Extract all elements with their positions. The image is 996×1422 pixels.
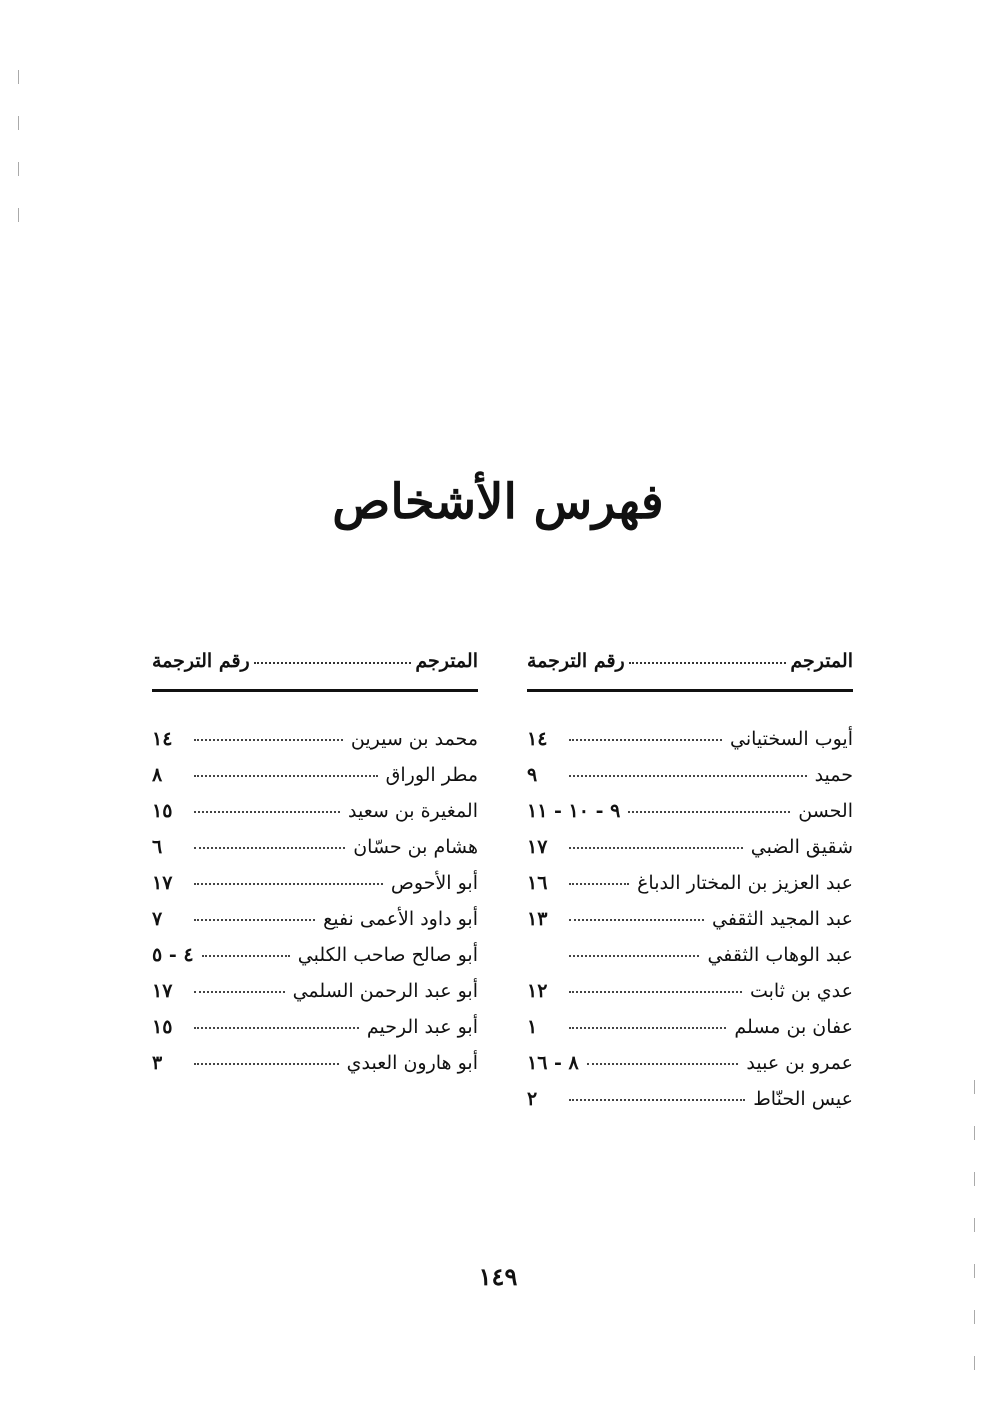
entry-number: ٨ - ١٦ bbox=[527, 1052, 579, 1074]
header-name-label: المترجم bbox=[415, 650, 478, 672]
entry-name: المغيرة بن سعيد bbox=[347, 800, 478, 822]
index-entry bbox=[152, 764, 478, 800]
entry-name: أبو صالح صاحب الكلبي bbox=[297, 944, 478, 966]
index-entry bbox=[152, 1016, 478, 1052]
entry-name: عبد المجيد الثقفي bbox=[711, 908, 853, 930]
entry-number: ١٤ bbox=[527, 728, 548, 750]
entry-number: ١٧ bbox=[152, 980, 173, 1002]
index-entry bbox=[152, 1052, 478, 1088]
entry-name: عفان بن مسلم bbox=[734, 1016, 853, 1038]
index-entry bbox=[152, 800, 478, 836]
entry-number: ١٢ bbox=[527, 980, 548, 1002]
entry-number: ١٣ bbox=[527, 908, 548, 930]
entry-name: محمد بن سيرين bbox=[350, 728, 478, 750]
index-entry bbox=[527, 944, 853, 980]
dotted-leader bbox=[628, 811, 790, 813]
dotted-leader bbox=[194, 1063, 339, 1065]
entry-name: أبو هارون العبدي bbox=[346, 1052, 478, 1074]
dotted-leader bbox=[587, 1063, 739, 1065]
dotted-leader bbox=[194, 847, 345, 849]
entry-number: ١٤ bbox=[152, 728, 173, 750]
entry-number: ١ bbox=[527, 1016, 538, 1038]
scan-margin-marks-left bbox=[18, 70, 20, 254]
dotted-leader bbox=[194, 811, 340, 813]
entry-number: ٦ bbox=[152, 836, 163, 858]
dotted-leader bbox=[194, 1027, 359, 1029]
index-entry bbox=[152, 908, 478, 944]
entry-number: ١٧ bbox=[152, 872, 173, 894]
entry-number: ٧ bbox=[152, 908, 163, 930]
dotted-leader bbox=[194, 919, 315, 921]
index-entry bbox=[527, 1016, 853, 1052]
dotted-leader bbox=[194, 775, 378, 777]
dotted-leader bbox=[569, 1099, 745, 1101]
entry-name: أيوب السختياني bbox=[730, 728, 853, 750]
entry-name: أبو الأحوص bbox=[390, 872, 478, 894]
dotted-leader bbox=[569, 955, 699, 957]
header-name-label: المترجم bbox=[790, 650, 853, 672]
index-entry bbox=[527, 836, 853, 872]
index-entry bbox=[152, 980, 478, 1016]
entry-number: ١٥ bbox=[152, 800, 173, 822]
index-entry bbox=[527, 1052, 853, 1088]
index-entry bbox=[152, 944, 478, 980]
entry-name: عبد العزيز بن المختار الدباغ bbox=[637, 872, 853, 894]
dotted-leader bbox=[569, 847, 743, 849]
entry-name: عيس الحنّاط bbox=[753, 1088, 853, 1110]
index-entry bbox=[152, 872, 478, 908]
entry-name: شقيق الضبي bbox=[750, 836, 853, 858]
dotted-leader bbox=[569, 775, 807, 777]
entry-number: ١٦ bbox=[527, 872, 548, 894]
dotted-leader bbox=[202, 955, 290, 957]
entry-name: أبو داود الأعمى نفيع bbox=[323, 908, 478, 930]
page-number: ١٤٩ bbox=[478, 1262, 518, 1291]
header-number-label: رقم الترجمة bbox=[152, 650, 250, 672]
index-column-right bbox=[527, 650, 853, 1124]
entry-name: عمرو بن عبيد bbox=[746, 1052, 853, 1074]
column-header bbox=[527, 650, 853, 692]
index-entry bbox=[527, 872, 853, 908]
entry-name: حميد bbox=[814, 764, 853, 786]
entry-list bbox=[152, 728, 478, 1088]
entry-list bbox=[527, 728, 853, 1124]
index-entry bbox=[527, 800, 853, 836]
entry-number: ٤ - ٥ bbox=[152, 944, 194, 966]
column-header bbox=[152, 650, 478, 692]
index-column-left bbox=[152, 650, 478, 1088]
entry-name: عدي بن ثابت bbox=[749, 980, 853, 1002]
entry-name: الحسن bbox=[798, 800, 853, 822]
dotted-leader bbox=[569, 919, 704, 921]
index-entry bbox=[527, 728, 853, 764]
index-entry bbox=[152, 728, 478, 764]
entry-number: ٣ bbox=[152, 1052, 163, 1074]
entry-number: ٢ bbox=[527, 1088, 538, 1110]
entry-name: أبو عبد الرحيم bbox=[366, 1016, 478, 1038]
dotted-leader bbox=[569, 883, 629, 885]
dotted-leader bbox=[629, 662, 787, 664]
entry-number: ١٥ bbox=[152, 1016, 173, 1038]
dotted-leader bbox=[194, 883, 383, 885]
scan-margin-marks-right bbox=[974, 1080, 976, 1402]
dotted-leader bbox=[194, 739, 343, 741]
dotted-leader bbox=[194, 991, 285, 993]
index-entry bbox=[527, 764, 853, 800]
dotted-leader bbox=[569, 739, 722, 741]
entry-number: ١٧ bbox=[527, 836, 548, 858]
header-number-label: رقم الترجمة bbox=[527, 650, 625, 672]
entry-number: ٩ - ١٠ - ١١ bbox=[527, 800, 621, 822]
dotted-leader bbox=[254, 662, 412, 664]
index-entry bbox=[527, 1088, 853, 1124]
page-title: فهرس الأشخاص bbox=[332, 474, 664, 531]
entry-name: أبو عبد الرحمن السلمي bbox=[292, 980, 478, 1002]
dotted-leader bbox=[569, 991, 742, 993]
entry-name: عبد الوهاب الثقفي bbox=[707, 944, 853, 966]
index-entry bbox=[527, 980, 853, 1016]
entry-number: ٨ bbox=[152, 764, 163, 786]
index-entry bbox=[152, 836, 478, 872]
entry-number: ٩ bbox=[527, 764, 538, 786]
dotted-leader bbox=[569, 1027, 726, 1029]
entry-name: هشام بن حسّان bbox=[353, 836, 478, 858]
index-entry bbox=[527, 908, 853, 944]
entry-name: مطر الوراق bbox=[385, 764, 478, 786]
